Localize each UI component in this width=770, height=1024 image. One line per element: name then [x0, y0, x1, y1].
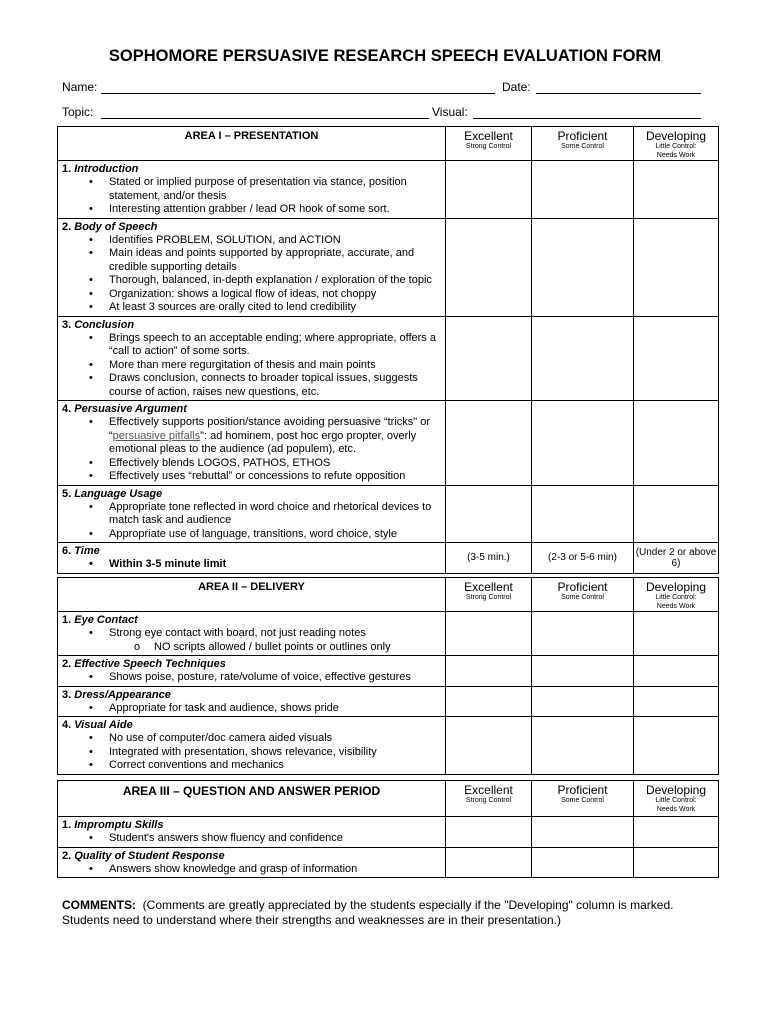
area-1-header-row — [58, 127, 719, 161]
excellent-sub: Strong Control — [465, 143, 512, 150]
proficient-label: Proficient — [557, 783, 608, 797]
section-number: 4. — [62, 719, 72, 731]
proficient-header — [532, 127, 634, 161]
bullet-icon: • — [89, 701, 93, 714]
table-row — [58, 485, 719, 543]
score-cell-developing[interactable] — [634, 847, 719, 878]
section-number: 4. — [62, 403, 72, 415]
section-quality-of-student-response — [58, 847, 446, 878]
score-cell-proficient[interactable] — [532, 686, 634, 717]
table-row — [58, 656, 719, 687]
proficient-label: Proficient — [557, 129, 608, 143]
score-cell-developing[interactable] — [634, 612, 719, 656]
score-cell-excellent[interactable] — [446, 316, 532, 401]
table-row — [58, 543, 719, 574]
list-subitem: o NO scripts allowed / bullet points or outlines only — [134, 640, 391, 653]
excellent-header — [446, 127, 532, 161]
bullet-icon: • — [89, 862, 93, 875]
proficient-header — [532, 578, 634, 612]
excellent-label: Excellent — [464, 129, 513, 143]
list-item: • Identifies PROBLEM, SOLUTION, and ACTION — [89, 233, 341, 246]
area-2-title: AREA II – DELIVERY — [58, 578, 446, 612]
table-row — [58, 401, 719, 486]
comments-label: COMMENTS: — [62, 898, 136, 912]
list-item: • No use of computer/doc camera aided visuals — [89, 732, 333, 744]
score-cell-proficient[interactable] — [532, 847, 634, 878]
visual-label: Visual: — [432, 105, 468, 119]
bullet-icon: • — [89, 233, 93, 246]
score-cell-proficient[interactable] — [532, 218, 634, 316]
list-item: • Draws conclusion, connects to broader topical issues, suggests course of action, raises new questions, etc. — [89, 372, 418, 398]
date-label: Date: — [502, 80, 531, 94]
list-item: • At least 3 sources are orally cited to lend credibility — [89, 301, 357, 313]
list-item: • Strong eye contact with board, not just reading notes — [89, 627, 366, 639]
section-persuasive-argument — [58, 401, 446, 486]
section-title: Quality of Student Response — [74, 849, 225, 862]
bullet-icon: • — [89, 247, 93, 259]
score-cell-proficient[interactable] — [532, 817, 634, 848]
proficient-sub: Some Control — [561, 797, 604, 804]
list-item: • Student's answers show fluency and confidence — [89, 832, 343, 844]
section-number: 1. — [62, 163, 72, 175]
score-cell-proficient[interactable] — [532, 717, 634, 775]
name-label: Name: — [62, 80, 98, 94]
list-item: • Main ideas and points supported by appropriate, accurate, and credible supporting details — [89, 247, 415, 273]
score-cell-excellent[interactable] — [446, 717, 532, 775]
bullet-icon: • — [89, 627, 93, 639]
proficient-sub: Some Control — [561, 143, 604, 150]
excellent-label: Excellent — [464, 580, 513, 594]
area-3-table — [57, 780, 719, 878]
proficient-sub: Some Control — [561, 594, 604, 601]
score-cell-proficient[interactable] — [532, 656, 634, 687]
section-number: 2. — [62, 849, 72, 862]
time-excellent[interactable]: (3-5 min.) — [446, 543, 532, 574]
section-language-usage — [58, 485, 446, 543]
excellent-label: Excellent — [464, 783, 513, 797]
section-title: Time — [74, 545, 100, 557]
section-impromptu-skills — [58, 817, 446, 848]
excellent-sub: Strong Control — [465, 797, 512, 804]
score-cell-developing[interactable] — [634, 686, 719, 717]
score-cell-proficient[interactable] — [532, 316, 634, 401]
developing-sub-1: Little Control: — [655, 594, 697, 601]
section-title: Effective Speech Techniques — [74, 658, 226, 670]
name-date-row — [62, 80, 712, 96]
list-item: • Integrated with presentation, shows relevance, visibility — [89, 745, 377, 758]
list-item: • Within 3-5 minute limit — [89, 558, 227, 570]
developing-sub-2: Needs Work — [656, 151, 696, 159]
section-number: 1. — [62, 819, 72, 831]
score-cell-developing[interactable] — [634, 817, 719, 848]
score-cell-developing[interactable] — [634, 161, 719, 219]
area-3-header-row — [58, 781, 719, 817]
time-developing[interactable]: (Under 2 or above 6) — [634, 543, 719, 574]
developing-sub-1: Little Control: — [655, 143, 697, 150]
bullet-icon: • — [89, 416, 93, 428]
score-cell-excellent[interactable] — [446, 401, 532, 486]
topic-field[interactable] — [101, 105, 429, 119]
bullet-icon: • — [89, 301, 93, 313]
score-cell-proficient[interactable] — [532, 612, 634, 656]
form-title: SOPHOMORE PERSUASIVE RESEARCH SPEECH EVALUATION FORM — [108, 47, 662, 65]
list-item: • Effectively supports position/stance avoiding persuasive “tricks" or “persuasive pitfalls": ad hominem, post hoc ergo propter, overly emotional pleas to the audience (ad populem), etc. — [89, 416, 431, 455]
section-effective-speech-techniques — [58, 656, 446, 687]
list-item: • Organization: shows a logical flow of ideas, not choppy — [89, 287, 377, 300]
section-visual-aide — [58, 717, 446, 775]
section-title: Impromptu Skills — [74, 819, 164, 831]
score-cell-excellent[interactable] — [446, 485, 532, 543]
section-number: 2. — [62, 220, 72, 233]
bullet-icon: • — [89, 671, 93, 683]
bullet-icon: • — [89, 372, 93, 384]
score-cell-proficient[interactable] — [532, 161, 634, 219]
comments-text: (Comments are greatly appreciated by the students especially if the "Developing" column is marked. Students need to understand where their strengths and weaknesses are in their presentation.) — [62, 898, 674, 927]
bullet-icon: • — [89, 558, 93, 570]
score-cell-developing[interactable] — [634, 316, 719, 401]
bullet-icon: • — [89, 832, 93, 844]
section-body-of-speech — [58, 218, 446, 316]
section-title: Persuasive Argument — [74, 403, 187, 415]
area-1-table — [57, 126, 719, 574]
section-title: Language Usage — [74, 487, 163, 500]
developing-label: Developing — [645, 129, 707, 143]
table-row — [58, 847, 719, 878]
score-cell-excellent[interactable] — [446, 817, 532, 848]
section-title: Visual Aide — [74, 719, 133, 731]
bullet-icon: • — [89, 287, 93, 300]
developing-sub-2: Needs Work — [656, 602, 696, 610]
section-introduction — [58, 161, 446, 219]
bullet-icon: • — [89, 456, 93, 469]
developing-header — [634, 578, 719, 612]
list-item: • Effectively blends LOGOS, PATHOS, ETHOS — [89, 456, 331, 469]
section-number: 1. — [62, 614, 72, 626]
area-2-table — [57, 577, 719, 775]
list-item: • Brings speech to an acceptable ending; where appropriate, offers a “call to action” of some sorts. — [89, 331, 436, 357]
section-title: Eye Contact — [74, 614, 138, 626]
topic-label: Topic: — [62, 105, 94, 119]
topic-visual-row — [62, 105, 712, 121]
bullet-icon: • — [89, 470, 93, 482]
bullet-icon: • — [89, 274, 93, 286]
section-number: 5. — [62, 487, 72, 500]
list-item: • Interesting attention grabber / lead OR hook of some sort. — [89, 203, 390, 215]
score-cell-excellent[interactable] — [446, 161, 532, 219]
list-item: • Correct conventions and mechanics — [89, 759, 284, 771]
bullet-icon: • — [89, 358, 93, 371]
area-2-header-row — [58, 578, 719, 612]
section-number: 2. — [62, 658, 72, 670]
score-cell-developing[interactable] — [634, 717, 719, 775]
score-cell-developing[interactable] — [634, 485, 719, 543]
score-cell-excellent[interactable] — [446, 612, 532, 656]
list-item: • More than mere regurgitation of thesis and main points — [89, 358, 376, 371]
excellent-header — [446, 781, 532, 817]
section-eye-contact — [58, 612, 446, 656]
bullet-icon: • — [89, 176, 93, 188]
bullet-icon: • — [89, 203, 93, 215]
section-number: 3. — [62, 688, 72, 701]
list-item: • Appropriate tone reflected in word choice and rhetorical devices to match task and audience — [89, 500, 432, 526]
list-item: • Answers show knowledge and grasp of information — [89, 862, 358, 875]
section-conclusion — [58, 316, 446, 401]
circle-bullet-icon: o — [134, 640, 141, 653]
area-1-title: AREA I – PRESENTATION — [58, 127, 446, 161]
list-item: • Appropriate use of language, transitions, word choice, style — [89, 527, 397, 540]
score-cell-developing[interactable] — [634, 656, 719, 687]
section-title: Conclusion — [74, 318, 135, 331]
excellent-sub: Strong Control — [465, 594, 512, 601]
section-number: 6. — [62, 545, 72, 557]
time-proficient[interactable]: (2-3 or 5-6 min) — [532, 543, 634, 574]
list-item: • Appropriate for task and audience, shows pride — [89, 701, 339, 714]
list-item: • Stated or implied purpose of presentation via stance, position statement, and/or thesis — [89, 176, 407, 202]
developing-sub-1: Little Control: — [655, 797, 697, 804]
visual-field[interactable] — [473, 105, 701, 119]
table-row — [58, 717, 719, 775]
table-row — [58, 686, 719, 717]
list-item: • Shows poise, posture, rate/volume of voice, effective gestures — [89, 671, 411, 683]
section-time — [58, 543, 446, 574]
score-cell-excellent[interactable] — [446, 656, 532, 687]
bullet-icon: • — [89, 527, 93, 540]
persuasive-pitfalls-link[interactable]: persuasive pitfalls — [112, 429, 201, 442]
developing-sub-2: Needs Work — [656, 805, 696, 813]
developing-label: Developing — [645, 580, 707, 594]
score-cell-excellent[interactable] — [446, 218, 532, 316]
table-row — [58, 612, 719, 656]
bullet-icon: • — [89, 732, 93, 744]
bullet-icon: • — [89, 500, 93, 513]
proficient-label: Proficient — [557, 580, 608, 594]
score-cell-proficient[interactable] — [532, 401, 634, 486]
bullet-icon: • — [89, 331, 93, 344]
section-title: Introduction — [74, 163, 139, 175]
area-3-title: AREA III – QUESTION AND ANSWER PERIOD — [58, 781, 446, 817]
section-title: Dress/Appearance — [74, 688, 171, 701]
list-item: • Effectively uses “rebuttal” or concessions to refute opposition — [89, 470, 406, 482]
score-cell-developing[interactable] — [634, 218, 719, 316]
table-row — [58, 161, 719, 219]
date-field[interactable] — [536, 80, 701, 94]
excellent-header — [446, 578, 532, 612]
proficient-header — [532, 781, 634, 817]
bullet-icon: • — [89, 745, 93, 758]
table-row — [58, 316, 719, 401]
bullet-icon: • — [89, 759, 93, 771]
section-number: 3. — [62, 318, 72, 331]
score-cell-proficient[interactable] — [532, 485, 634, 543]
section-dress-appearance — [58, 686, 446, 717]
name-field[interactable] — [101, 80, 495, 94]
list-item: • Thorough, balanced, in-depth explanation / exploration of the topic — [89, 274, 432, 286]
comments-section — [62, 898, 722, 928]
developing-header — [634, 781, 719, 817]
score-cell-developing[interactable] — [634, 401, 719, 486]
developing-header — [634, 127, 719, 161]
score-cell-excellent[interactable] — [446, 686, 532, 717]
table-row — [58, 218, 719, 316]
score-cell-excellent[interactable] — [446, 847, 532, 878]
developing-label: Developing — [645, 783, 707, 797]
section-title: Body of Speech — [74, 220, 158, 233]
table-row — [58, 817, 719, 848]
